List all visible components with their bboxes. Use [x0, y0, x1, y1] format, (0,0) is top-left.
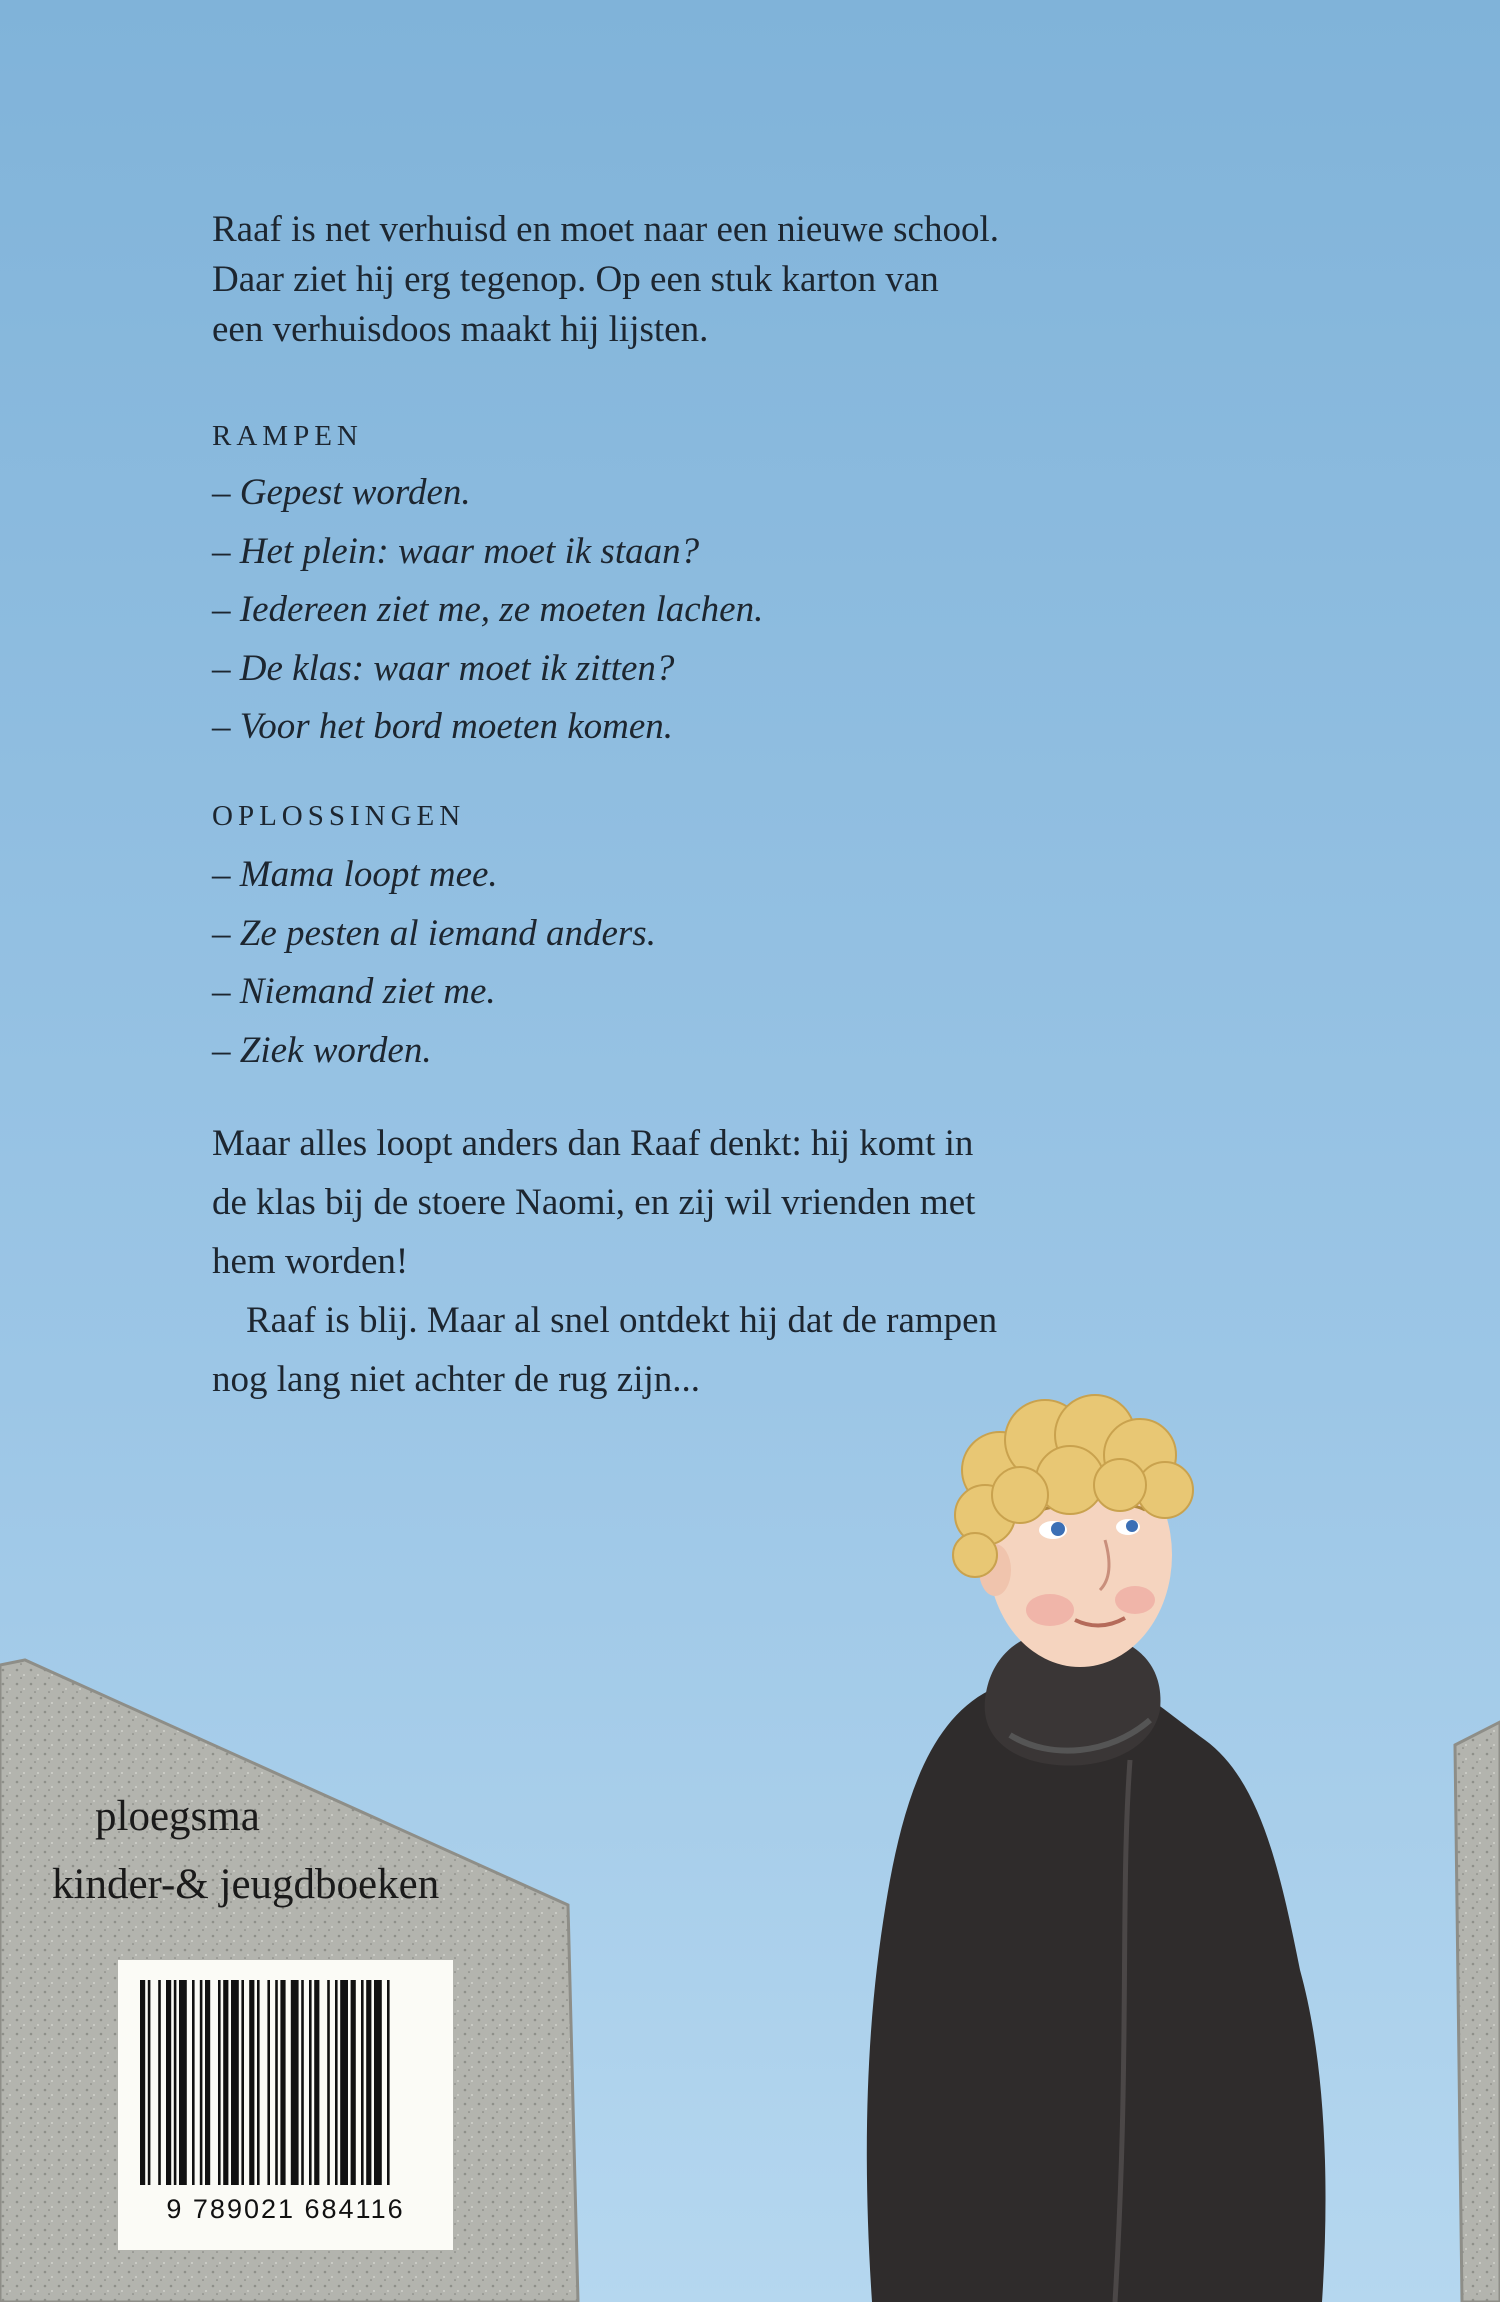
list-item: – Ze pesten al iemand anders. [212, 912, 656, 954]
barcode-bar [166, 1980, 171, 2185]
barcode-bar [314, 1980, 319, 2185]
barcode-bar [158, 1980, 161, 2185]
boy-illustration [867, 1395, 1326, 2302]
barcode-bar [205, 1980, 210, 2185]
barcode-bar [249, 1980, 254, 2185]
list-item: – Ziek worden. [212, 1029, 432, 1071]
barcode-bar [309, 1980, 312, 2185]
barcode-bar [200, 1980, 203, 2185]
barcode-bar [257, 1980, 260, 2185]
outro-line: hem worden! [212, 1241, 409, 1282]
outro-line: nog lang niet achter de rug zijn... [212, 1359, 701, 1400]
barcode-bar [327, 1980, 330, 2185]
list-item: – Mama loopt mee. [212, 854, 498, 895]
barcode-bar [361, 1980, 364, 2185]
list-item: – Voor het bord moeten komen. [212, 706, 674, 747]
barcode-bar [140, 1980, 145, 2185]
publisher-name: ploegsma [95, 1793, 260, 1840]
list-item: – Iedereen ziet me, ze moeten lachen. [212, 589, 764, 630]
barcode-bar [291, 1980, 299, 2185]
boy-sweater [867, 1690, 1326, 2302]
barcode-bar [275, 1980, 278, 2185]
barcode-digits: 9 789021 684116 [166, 2194, 405, 2224]
intro-line: Daar ziet hij erg tegenop. Op een stuk karton van [212, 259, 939, 300]
barcode-bar [280, 1980, 285, 2185]
barcode-bar [301, 1980, 304, 2185]
barcode-bar [218, 1980, 221, 2185]
outro-paragraph [212, 1114, 997, 1409]
barcode-bar [223, 1980, 228, 2185]
barcode-bars [118, 1960, 453, 2190]
barcode-bar [231, 1980, 239, 2185]
rampen-list [212, 464, 763, 757]
barcode-bar [387, 1980, 390, 2185]
list-item: – Gepest worden. [212, 472, 471, 513]
list-item: – Het plein: waar moet ik staan? [212, 530, 700, 572]
oplossingen-heading: OPLOSSINGEN [212, 800, 466, 832]
outro-line: Raaf is blij. Maar al snel ontdekt hij dat de rampen [246, 1300, 998, 1341]
outro-line: de klas bij de stoere Naomi, en zij wil vrienden met [212, 1182, 976, 1223]
list-item: – Niemand ziet me. [212, 971, 496, 1012]
barcode-bar [174, 1980, 177, 2185]
barcode [118, 1960, 453, 2250]
barcode-bar [192, 1980, 195, 2185]
barcode-bar [179, 1980, 187, 2185]
stone-wall-right [1455, 1722, 1500, 2302]
barcode-bar [148, 1980, 151, 2185]
barcode-bar [340, 1980, 348, 2185]
list-item: – De klas: waar moet ik zitten? [212, 647, 675, 689]
intro-paragraph [212, 205, 999, 355]
barcode-bar [351, 1980, 356, 2185]
publisher-imprint: kinder-& jeugdboeken [52, 1861, 440, 1908]
barcode-bar [335, 1980, 338, 2185]
barcode-bar [241, 1980, 244, 2185]
outro-line: Maar alles loopt anders dan Raaf denkt: hij komt in [212, 1123, 974, 1164]
rampen-heading: RAMPEN [212, 420, 363, 452]
intro-line: een verhuisdoos maakt hij lijsten. [212, 309, 709, 350]
intro-line: Raaf is net verhuisd en moet naar een nieuwe school. [212, 209, 1000, 250]
barcode-bar [267, 1980, 270, 2185]
oplossingen-list [212, 846, 656, 1080]
barcode-bar [366, 1980, 371, 2185]
barcode-bar [374, 1980, 382, 2185]
